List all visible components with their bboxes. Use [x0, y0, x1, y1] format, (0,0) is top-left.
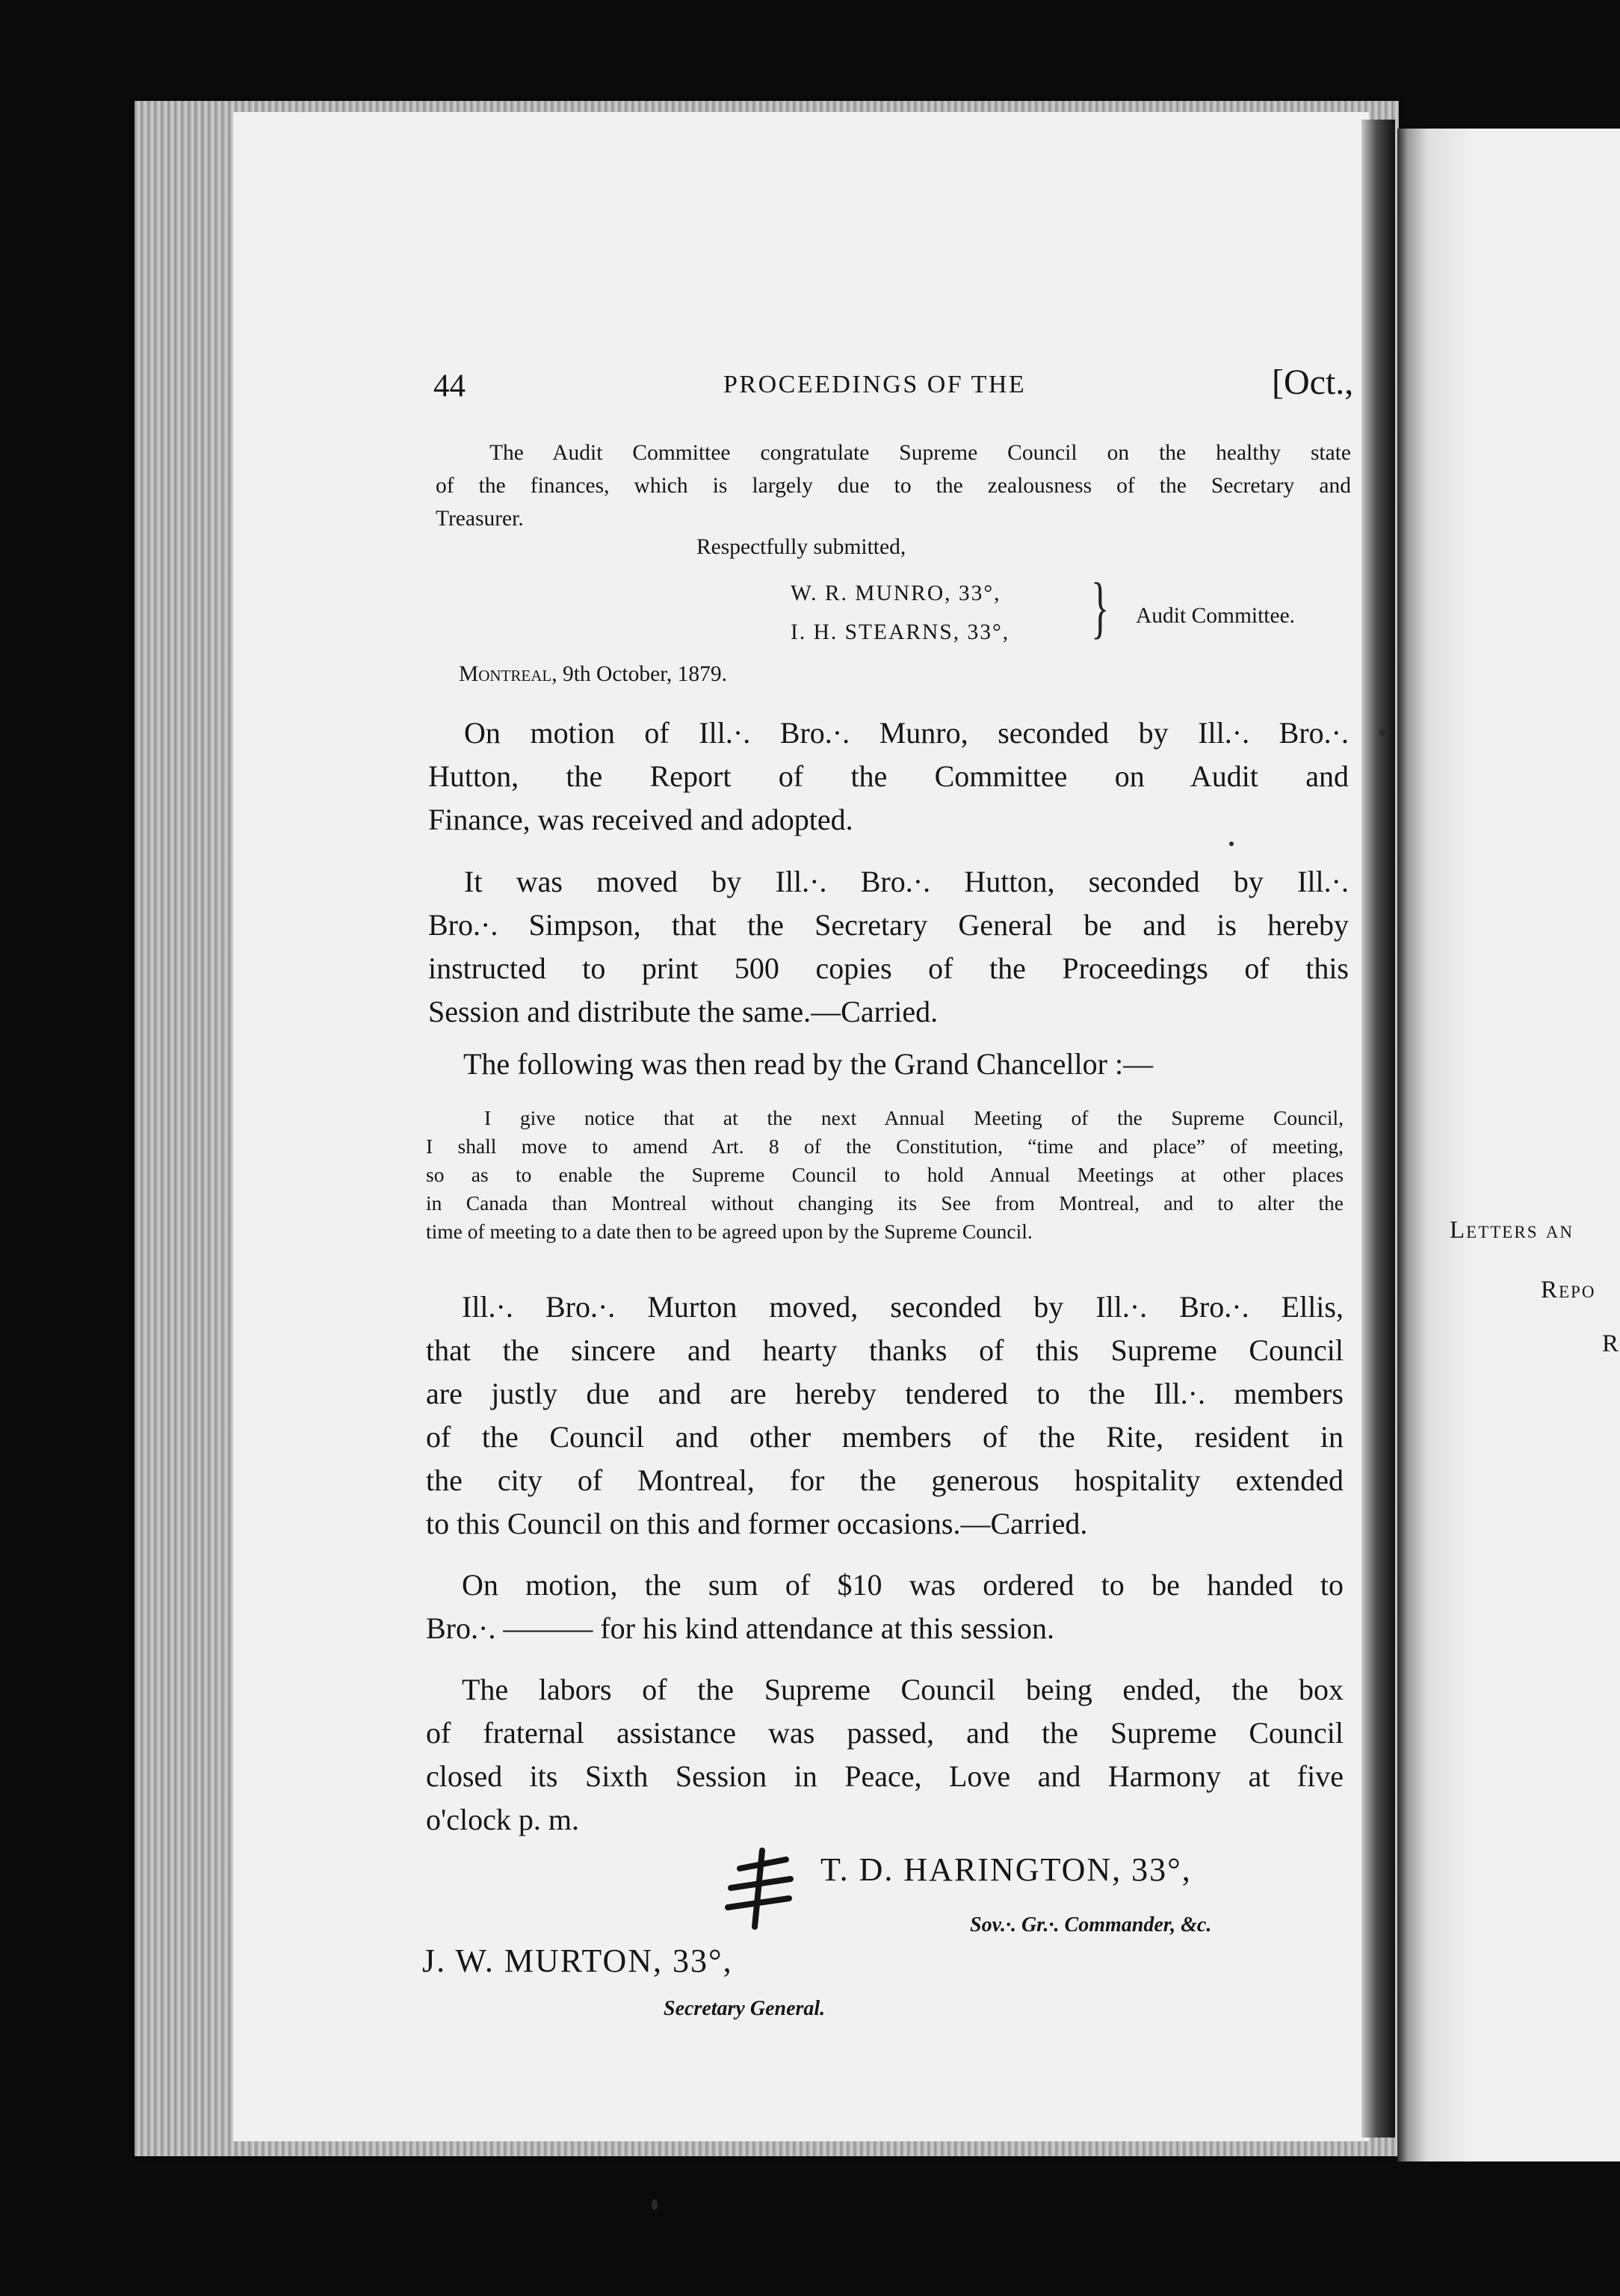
- dust-speck: [1379, 729, 1385, 736]
- audit-line: Treasurer.: [436, 507, 524, 531]
- paragraph-line: o'clock p. m.: [426, 1803, 579, 1836]
- dust-speck: [652, 2200, 658, 2210]
- notice-line: time of meeting to a date then to be agreed upon by the Supreme Council.: [426, 1220, 1033, 1243]
- audit-line: The Audit Committee congratulate Supreme Council on the healthy state: [489, 441, 1351, 465]
- right-page: [1397, 129, 1620, 2161]
- notice-paragraph: [426, 1104, 1344, 1246]
- right-page-line: Letters an: [1450, 1217, 1574, 1244]
- notice-line: I give notice that at the next Annual Meeting of the Supreme Council,: [484, 1106, 1344, 1129]
- right-page-line: Repo: [1541, 1277, 1596, 1303]
- patriarchal-cross-icon: [717, 1846, 801, 1930]
- paragraph-line: to this Council on this and former occasions.—Carried.: [426, 1507, 1088, 1540]
- committee-signer: W. R. MUNRO, 33°,: [791, 581, 1001, 605]
- committee-label: Audit Committee.: [1136, 604, 1296, 628]
- paragraph-line: Bro.·. Simpson, that the Secretary General be and is hereby: [428, 908, 1349, 942]
- paragraph-line: Finance, was received and adopted.: [428, 803, 853, 836]
- paragraph-line: are justly due and are hereby tendered to the Ill.·. members: [426, 1377, 1344, 1410]
- motion-paragraph: [428, 860, 1349, 1034]
- signatory-name: T. D. HARINGTON, 33°,: [820, 1851, 1192, 1888]
- dateline-place: Montreal,: [459, 662, 557, 686]
- running-date: [Oct.,: [1272, 362, 1354, 402]
- secretary-name: J. W. MURTON, 33°,: [422, 1942, 733, 1979]
- reading-intro: The following was then read by the Grand Chancellor :—: [463, 1047, 1154, 1081]
- motion-paragraph: [426, 1286, 1344, 1546]
- committee-signer: I. H. STEARNS, 33°,: [791, 620, 1010, 644]
- paragraph-line: The labors of the Supreme Council being ended, the box: [462, 1673, 1344, 1706]
- running-head: PROCEEDINGS OF THE: [723, 371, 1027, 398]
- notice-line: so as to enable the Supreme Council to hold Annual Meetings at other places: [426, 1163, 1344, 1186]
- brace: }: [1091, 569, 1110, 645]
- paragraph-line: Hutton, the Report of the Committee on Audit and: [428, 759, 1349, 793]
- audit-report-paragraph: [436, 436, 1351, 535]
- motion-paragraph: [428, 712, 1349, 842]
- audit-line: of the finances, which is largely due to the zealousness of the Secretary and: [436, 474, 1351, 498]
- paragraph-line: On motion of Ill.·. Bro.·. Munro, seconded by Ill.·. Bro.·.: [464, 716, 1349, 750]
- dateline: [459, 662, 727, 687]
- motion-paragraph: [426, 1668, 1344, 1842]
- secretary-title: Secretary General.: [664, 1997, 826, 2020]
- paragraph-line: On motion, the sum of $10 was ordered to be handed to: [462, 1568, 1344, 1602]
- notice-line: in Canada than Montreal without changing its See from Montreal, and to alter the: [426, 1191, 1344, 1215]
- signatory-title: Sov.·. Gr.·. Commander, &c.: [970, 1913, 1212, 1937]
- paragraph-line: instructed to print 500 copies of the Proceedings of this: [428, 951, 1349, 985]
- page-number: 44: [433, 368, 466, 404]
- gutter-shadow: [1361, 120, 1395, 2138]
- paragraph-line: closed its Sixth Session in Peace, Love and Harmony at five: [426, 1759, 1344, 1793]
- paragraph-line: Ill.·. Bro.·. Murton moved, seconded by Ill.·. Bro.·. Ellis,: [462, 1290, 1344, 1324]
- paragraph-line: Bro.·. ——— for his kind attendance at this session.: [426, 1611, 1054, 1645]
- paragraph-line: that the sincere and hearty thanks of this Supreme Council: [426, 1333, 1344, 1367]
- paragraph-line: of the Council and other members of the Rite, resident in: [426, 1420, 1344, 1454]
- paragraph-line: of fraternal assistance was passed, and the Supreme Council: [426, 1716, 1344, 1750]
- notice-line: I shall move to amend Art. 8 of the Constitution, “time and place” of meeting,: [426, 1135, 1344, 1158]
- paragraph-line: Session and distribute the same.—Carried.: [428, 995, 939, 1028]
- motion-paragraph: [426, 1564, 1344, 1650]
- right-page-line: R: [1602, 1330, 1620, 1357]
- dateline-date: 9th October, 1879.: [562, 662, 727, 686]
- paragraph-line: It was moved by Ill.·. Bro.·. Hutton, seconded by Ill.·.: [464, 865, 1349, 898]
- paragraph-line: the city of Montreal, for the generous hospitality extended: [426, 1463, 1344, 1497]
- dust-speck: [1229, 842, 1234, 846]
- sign-off: Respectfully submitted,: [696, 535, 906, 559]
